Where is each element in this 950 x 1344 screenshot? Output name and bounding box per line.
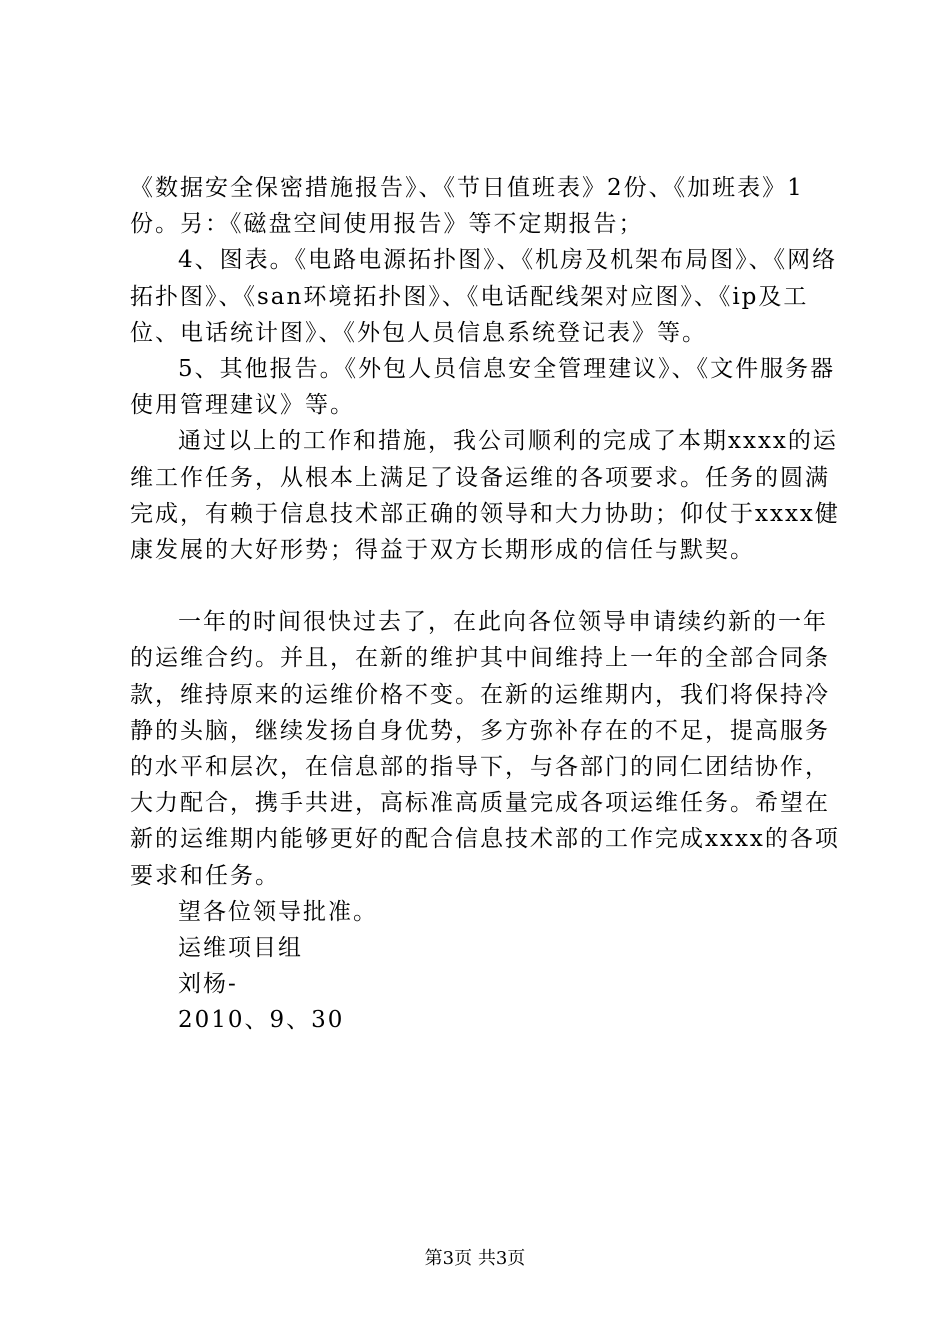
signature-date: 2010、9、30 — [178, 1007, 345, 1034]
paragraph-renewal-request: 一年的时间很快过去了，在此向各位领导申请续约新的一年的运维合约。并且，在新的维护其中间维持上一年的全部合同条款，维持原来的运维价格不变。在新的运维期内，我们将保持冷静的头脑，继续发扬自身优势，多方弥补存在的不足，提高服务的水平和层次，在信息部的指导下，与各部门的同仁团结协作，大力配合，携手共进，高标准高质量完成各项运维任务。希望在新的运维期内能够更好的配合信息技术部的工作完成xxxx的各项要求和任务。 — [130, 609, 840, 889]
closing-line: 望各位领导批准。 — [178, 898, 378, 925]
document-body — [130, 170, 845, 1039]
paragraph-charts: 4、图表。《电路电源拓扑图》、《机房及机架布局图》、《网络拓扑图》、《san环境拓扑图》、《电话配线架对应图》、《ip及工位、电话统计图》、《外包人员信息系统登记表》等。 — [130, 247, 838, 346]
paragraph-report-list: 《数据安全保密措施报告》、《节日值班表》2份、《加班表》1份。另：《磁盘空间使用报告》等不定期报告； — [130, 175, 804, 238]
page-footer: 第3页 共3页 — [424, 1248, 526, 1269]
paragraph-summary: 通过以上的工作和措施，我公司顺利的完成了本期xxxx的运维工作任务，从根本上满足了设备运维的各项要求。任务的圆满完成，有赖于信息技术部正确的领导和大力协助；仰仗于xxxx健康发展的大好形势；得益于双方长期形成的信任与默契。 — [130, 428, 840, 564]
paragraph-gap — [130, 568, 845, 604]
signature-group: 运维项目组 — [178, 935, 303, 962]
paragraph-other-reports: 5、其他报告。《外包人员信息安全管理建议》、《文件服务器使用管理建议》等。 — [130, 356, 836, 419]
signature-name: 刘杨- — [178, 971, 238, 998]
